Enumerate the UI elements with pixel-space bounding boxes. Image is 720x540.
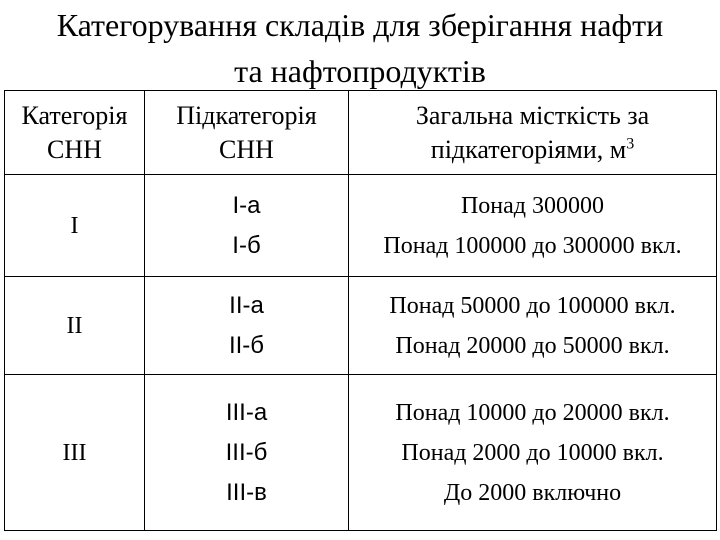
subcategory-label: ІІ-б	[228, 331, 265, 359]
table-row	[5, 375, 717, 531]
header-category-line-1: Категорія	[21, 100, 128, 130]
subcategory-label: ІІІ-б	[225, 438, 268, 466]
subcategory-label: І-б	[232, 231, 261, 259]
capacity-cell	[349, 277, 717, 375]
capacity-value: Понад 10000 до 20000 вкл.	[395, 399, 670, 426]
header-capacity-line-2	[349, 133, 716, 167]
capacity-value: До 2000 включно	[443, 479, 622, 506]
category-cell: I	[5, 175, 145, 277]
capacity-value: Понад 100000 до 300000 вкл.	[383, 232, 682, 259]
capacity-cell	[349, 375, 717, 531]
title-line-1: Категорування складів для зберігання нафти	[56, 7, 664, 43]
header-category	[5, 91, 145, 175]
capacity-cell	[349, 175, 717, 277]
header-capacity-unit: підкатегоріями, м	[430, 134, 627, 164]
capacity-value: Понад 50000 до 100000 вкл.	[389, 292, 676, 319]
subcategory-cell	[145, 375, 349, 531]
subcategory-cell	[145, 175, 349, 277]
category-cell: II	[5, 277, 145, 375]
capacity-value: Понад 300000	[460, 192, 605, 219]
table-row	[5, 277, 717, 375]
slide-title	[0, 2, 720, 94]
subcategory-label: ІІІ-в	[226, 478, 267, 506]
title-line-2: та нафтопродуктів	[234, 53, 486, 89]
subcategory-label: І-а	[232, 191, 261, 219]
category-cell: III	[5, 375, 145, 531]
categories-table-wrapper	[4, 90, 716, 530]
capacity-value: Понад 20000 до 50000 вкл.	[395, 332, 670, 359]
header-subcategory-line-2: СНН	[219, 134, 274, 164]
unit-exponent: 3	[626, 134, 635, 152]
categories-table	[4, 90, 717, 531]
table-header-row	[5, 91, 717, 175]
header-capacity-line-1: Загальна місткість за	[415, 100, 650, 130]
table-row	[5, 175, 717, 277]
subcategory-cell	[145, 277, 349, 375]
header-subcategory-line-1: Підкатегорія	[176, 100, 317, 130]
header-subcategory	[145, 91, 349, 175]
subcategory-label: ІІІ-а	[225, 398, 268, 426]
header-capacity	[349, 91, 717, 175]
header-category-line-2: СНН	[47, 134, 102, 164]
capacity-value: Понад 2000 до 10000 вкл.	[401, 439, 664, 466]
subcategory-label: ІІ-а	[229, 291, 264, 319]
